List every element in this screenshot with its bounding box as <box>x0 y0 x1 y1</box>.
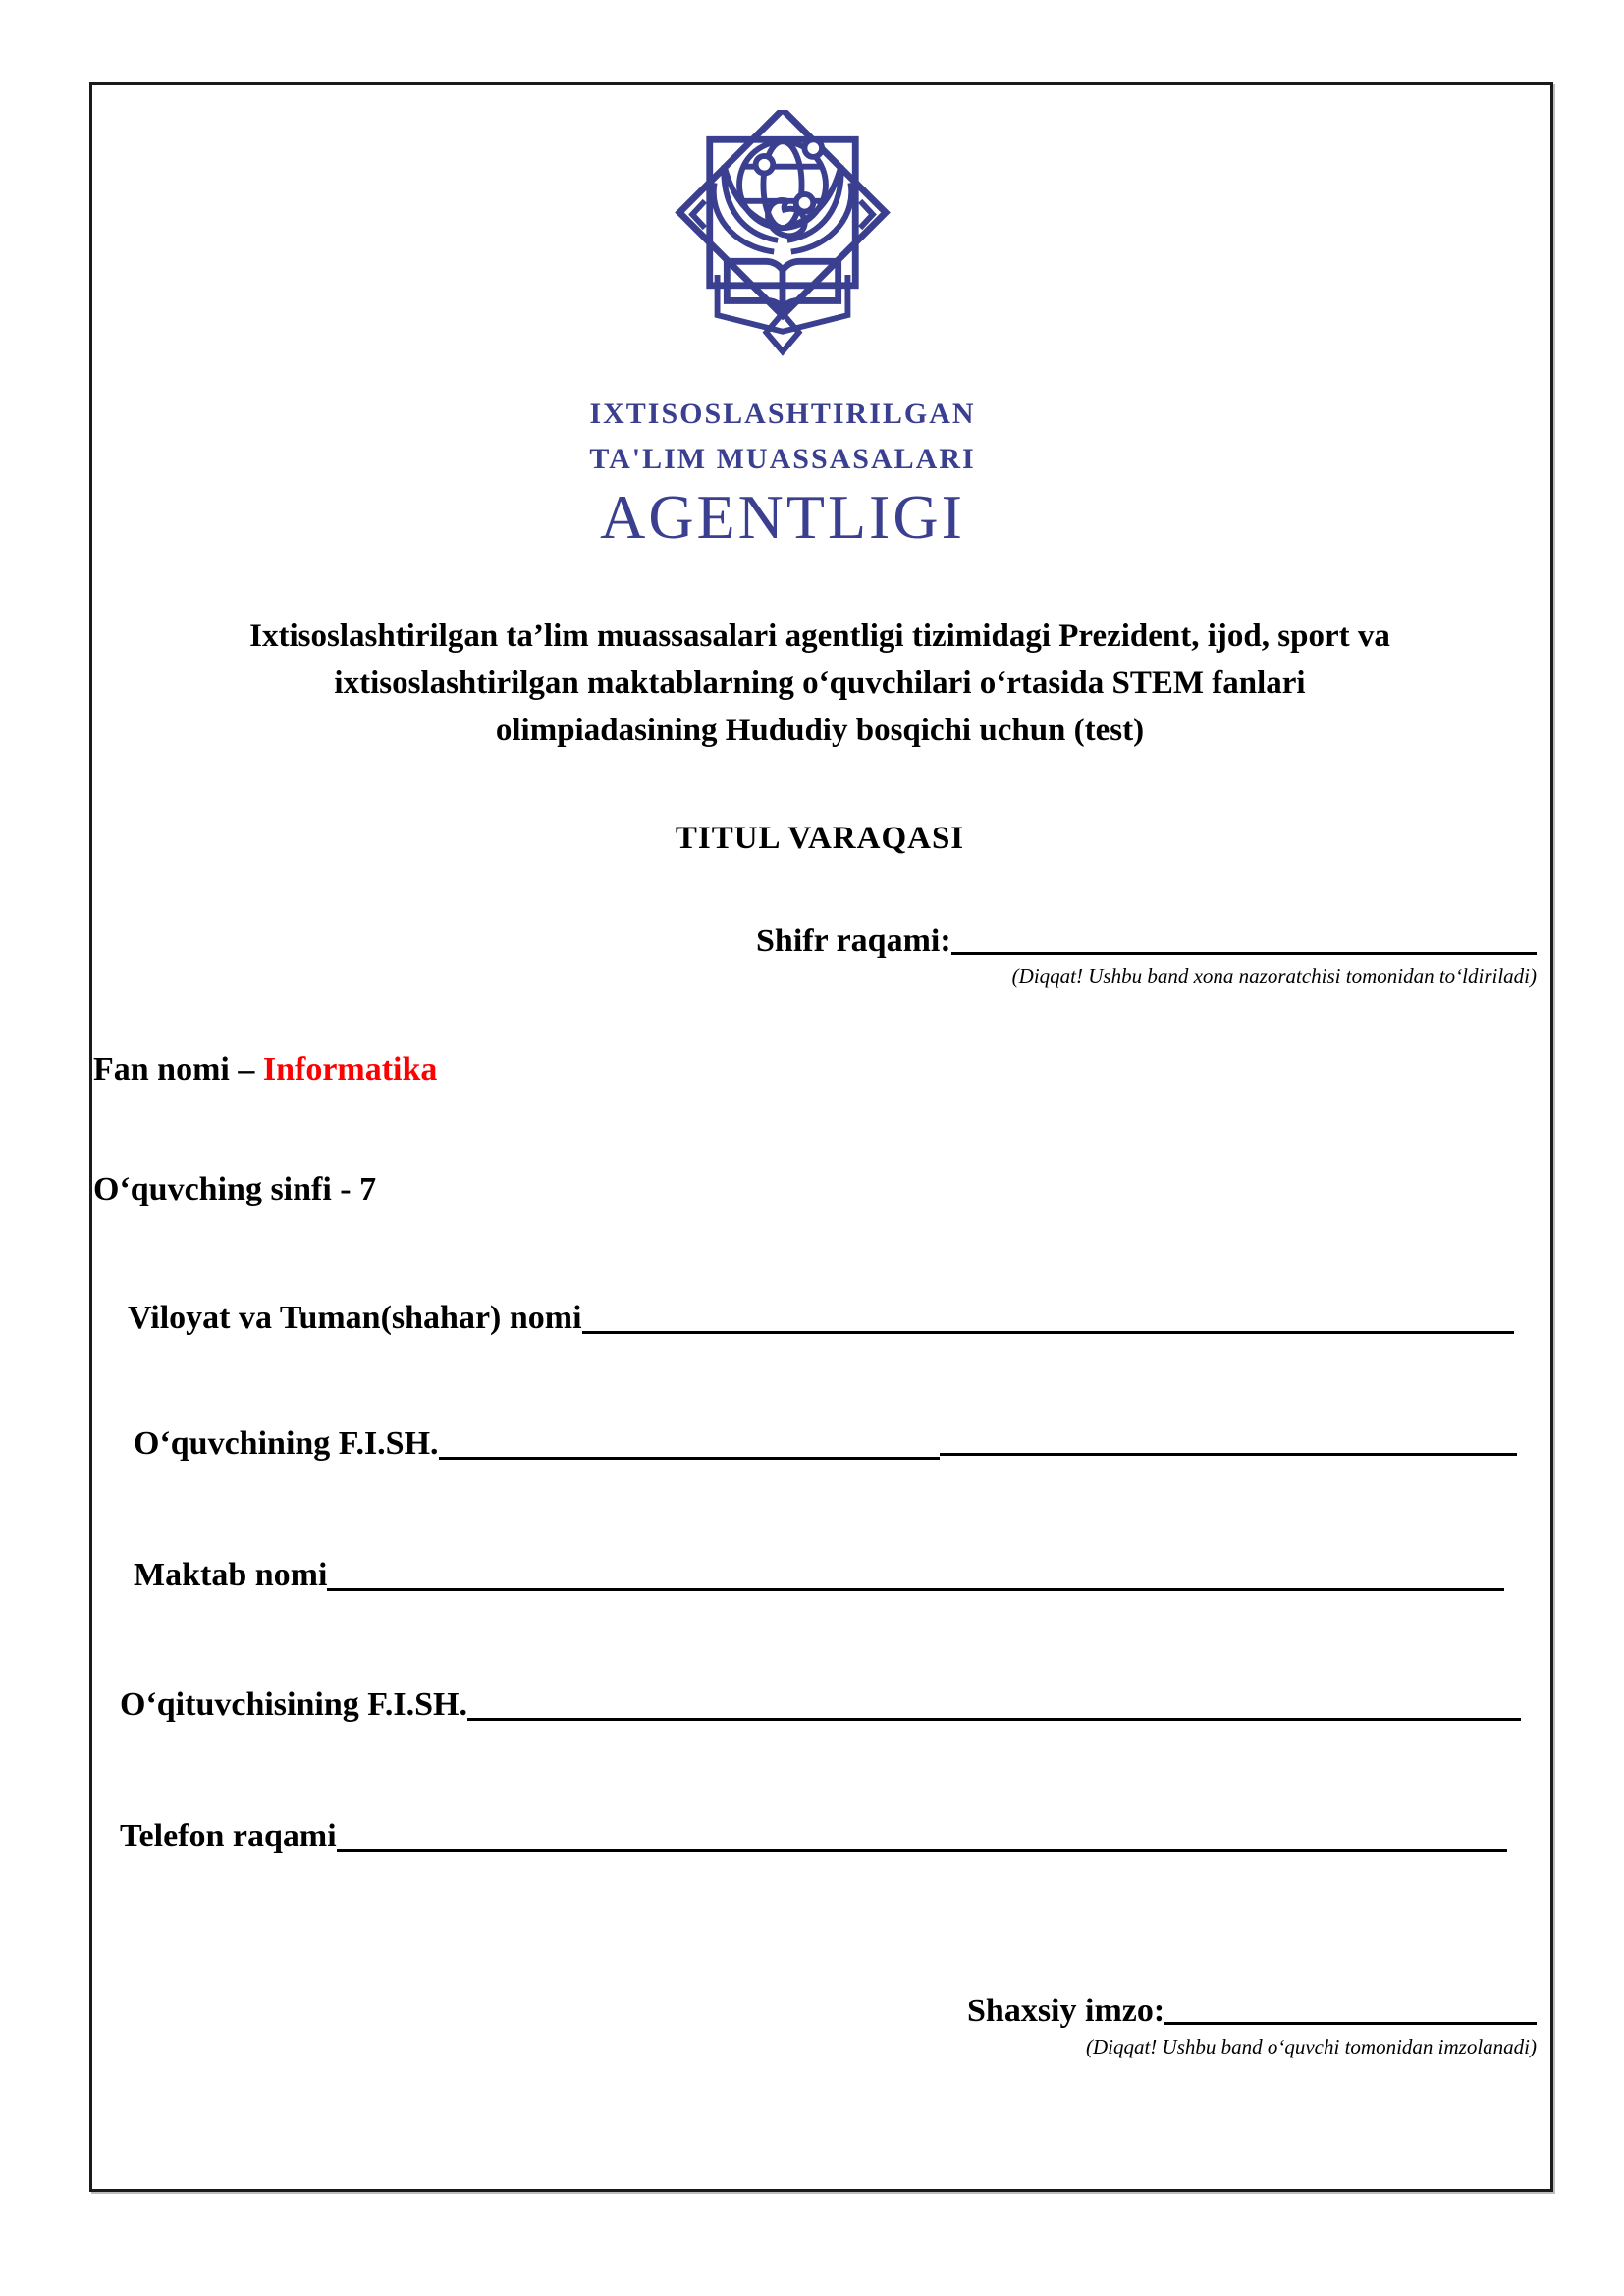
field-teacher-row <box>120 1684 1521 1724</box>
agency-logo <box>0 110 1565 552</box>
subject-value: Informatika <box>262 1051 438 1088</box>
field-student-label: O‘quvchining F.I.SH. <box>134 1425 439 1462</box>
field-school-row <box>134 1555 1504 1594</box>
shifr-row <box>756 921 1537 960</box>
field-region-row <box>128 1298 1514 1337</box>
field-school-blank-line <box>327 1588 1504 1591</box>
field-phone-label: Telefon raqami <box>120 1818 337 1854</box>
logo-text-line1: IXTISOSLASHTIRILGAN <box>589 398 976 430</box>
document-title <box>89 613 1550 857</box>
subject-label: Fan nomi <box>93 1051 230 1088</box>
field-teacher-blank-line <box>467 1718 1521 1721</box>
field-phone-row <box>120 1816 1507 1855</box>
title-line-2: ixtisoslashtirilgan maktablarning o‘quvchilari o‘rtasida STEM fanlari <box>334 666 1306 701</box>
field-student-blank-line-2 <box>940 1453 1517 1456</box>
subject-row <box>93 1050 437 1089</box>
grade-row: O‘quvching sinfi - 7 <box>93 1171 377 1207</box>
field-student-blank-line-1 <box>439 1457 940 1460</box>
title-subtitle: TITUL VARAQASI <box>675 821 965 856</box>
field-phone-blank-line <box>337 1849 1507 1852</box>
field-region-label: Viloyat va Tuman(shahar) nomi <box>128 1300 582 1336</box>
title-line-1: Ixtisoslashtirilgan ta’lim muassasalari agentligi tizimidagi Prezident, ijod, sport va <box>249 618 1390 654</box>
signature-note: (Diqqat! Ushbu band o‘quvchi tomonidan imzolanadi) <box>1085 2035 1537 2058</box>
logo-text-line3: AGENTLIGI <box>600 482 965 552</box>
shifr-note: (Diqqat! Ushbu band xona nazoratchisi tomonidan to‘ldiriladi) <box>1011 964 1537 988</box>
shifr-label: Shifr raqami: <box>756 923 951 959</box>
logo-text-line2: TA'LIM MUASSASALARI <box>589 443 976 475</box>
title-line-3: olimpiadasining Hududiy bosqichi uchun (test) <box>495 713 1145 748</box>
field-region-blank-line <box>582 1331 1514 1334</box>
signature-row <box>967 1991 1537 2030</box>
agency-emblem-icon <box>669 110 896 359</box>
field-teacher-label: O‘qituvchisining F.I.SH. <box>120 1686 467 1723</box>
subject-separator: – <box>238 1051 255 1088</box>
field-school-label: Maktab nomi <box>134 1557 328 1593</box>
signature-label: Shaxsiy imzo: <box>967 1993 1165 2029</box>
field-student-row <box>134 1423 1517 1463</box>
shifr-blank-line <box>951 952 1537 955</box>
signature-blank-line <box>1164 2022 1537 2025</box>
